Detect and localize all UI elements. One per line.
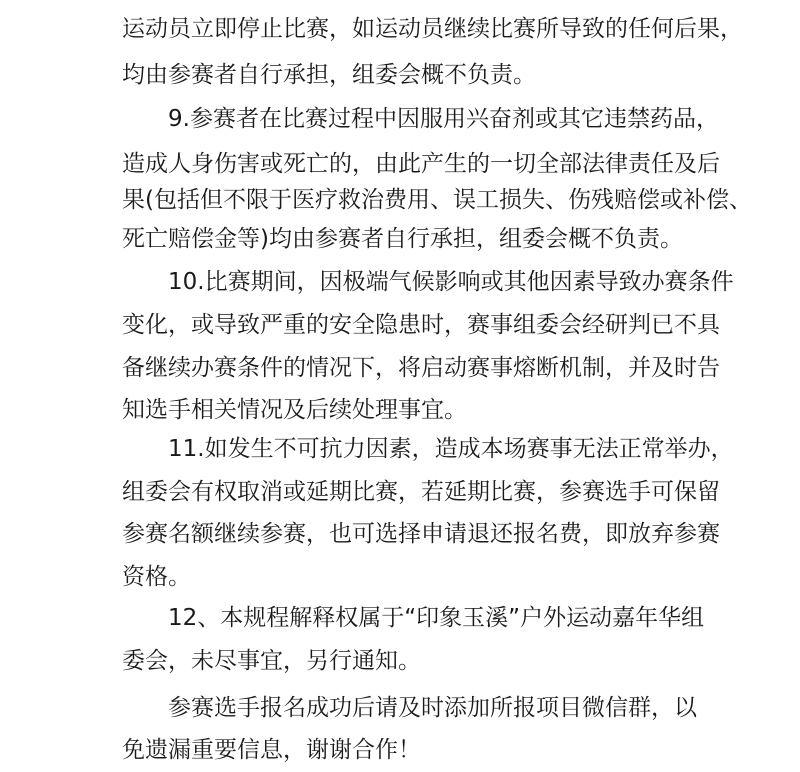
paragraph-12-line-1: 12、本规程解释权属于“印象玉溪”户外运动嘉年华组 [168, 605, 705, 631]
paragraph-10-line-1: 10.比赛期间，因极端气候影响或其他因素导致办赛条件 [168, 269, 734, 295]
paragraph-11-line-4: 资格。 [122, 564, 191, 590]
paragraph-9-line-4: 死亡赔偿金等)均由参赛者自行承担，组委会概不负责。 [122, 226, 683, 252]
paragraph-11-line-3: 参赛名额继续参赛，也可选择申请退还报名费，即放弃参赛 [122, 521, 720, 547]
paragraph-9-line-1: 9.参赛者在比赛过程中因服用兴奋剂或其它违禁药品， [168, 106, 719, 132]
closing-note-line-1: 参赛选手报名成功后请及时添加所报项目微信群，以 [168, 695, 697, 721]
paragraph-10-line-3: 备继续办赛条件的情况下，将启动赛事熔断机制，并及时告 [122, 355, 720, 381]
paragraph-8-line-2: 均由参赛者自行承担，组委会概不负责。 [122, 62, 536, 88]
paragraph-10-line-4: 知选手相关情况及后续处理事宜。 [122, 397, 467, 423]
closing-note-line-2: 免遗漏重要信息，谢谢合作！ [122, 737, 421, 763]
paragraph-8-line-1: 运动员立即停止比赛，如运动员继续比赛所导致的任何后果， [122, 16, 743, 42]
paragraph-10-line-2: 变化，或导致严重的安全隐患时，赛事组委会经研判已不具 [122, 312, 720, 338]
paragraph-9-line-3: 果(包括但不限于医疗救治费用、误工损失、伤残赔偿或补偿、 [122, 187, 752, 213]
paragraph-12-line-2: 委会，未尽事宜，另行通知。 [122, 648, 421, 674]
paragraph-9-line-2: 造成人身伤害或死亡的，由此产生的一切全部法律责任及后 [122, 151, 720, 177]
paragraph-11-line-2: 组委会有权取消或延期比赛，若延期比赛，参赛选手可保留 [122, 479, 720, 505]
paragraph-11-line-1: 11.如发生不可抗力因素，造成本场赛事无法正常举办， [168, 436, 734, 462]
